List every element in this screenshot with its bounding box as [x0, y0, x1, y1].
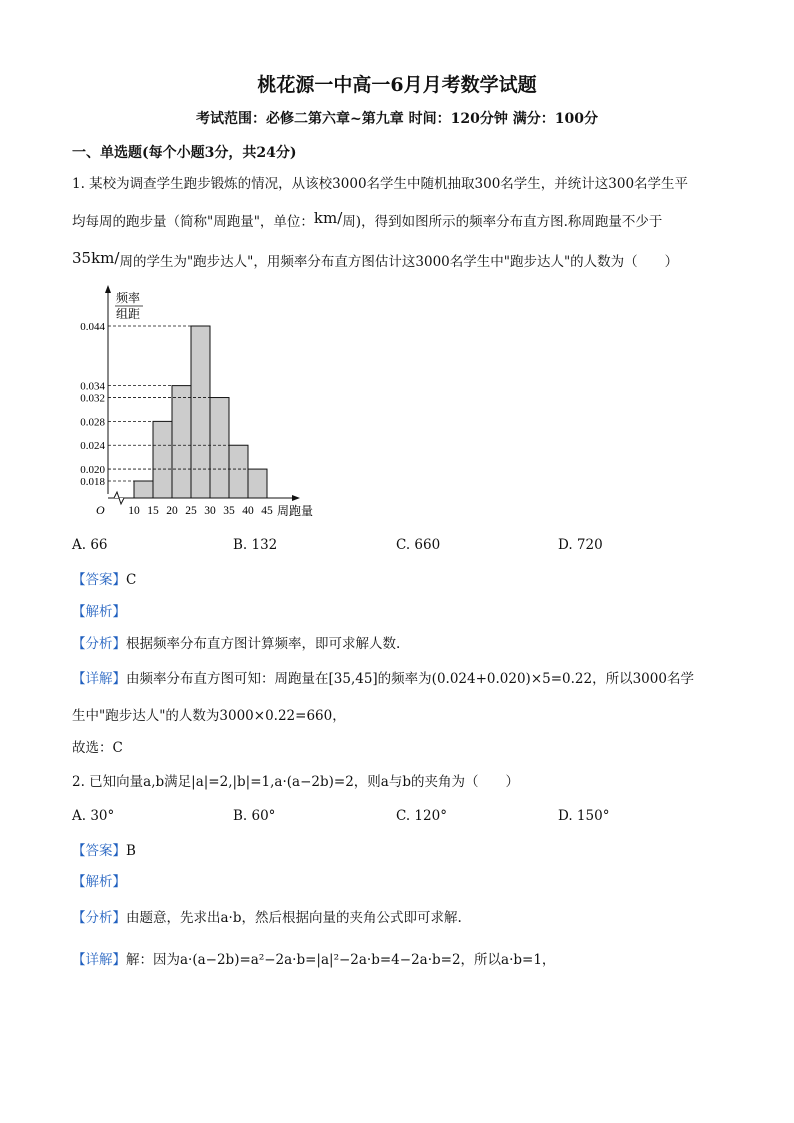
- q1-stem-line1: 1. 某校为调查学生跑步锻炼的情况，从该校3000名学生中随机抽取300名学生，并统计这300名学生平: [72, 176, 689, 192]
- q2-fenxi-tag: 【分析】: [72, 910, 126, 926]
- q2-answer-value: B: [126, 843, 136, 859]
- histogram-bar: [153, 421, 172, 498]
- x-axis-label: 周跑量: [277, 504, 314, 518]
- y-tick-labels: [80, 321, 105, 488]
- histogram-bar: [134, 481, 153, 498]
- q2-option-c[interactable]: C. 120°: [396, 808, 447, 824]
- q2-answer-tag: 【答案】: [72, 843, 126, 859]
- histogram-bars: [134, 326, 267, 498]
- q1-fenxi-tag: 【分析】: [72, 636, 126, 652]
- histogram-bar: [172, 386, 191, 498]
- q1-threshold: 35km/: [72, 249, 120, 267]
- q1-stem-line2-part2: 周)，得到如图所示的频率分布直方图.称周跑量不少于: [342, 214, 663, 230]
- q1-answer: [72, 568, 136, 588]
- q1-conclusion: 故选：C: [72, 740, 123, 756]
- q2-analysis-tag: [72, 870, 126, 890]
- y-tick-label: 0.024: [80, 440, 105, 453]
- q2-xiangjie: [72, 948, 555, 968]
- q2-option-a[interactable]: A. 30°: [72, 808, 115, 824]
- y-tick-label: 0.018: [80, 476, 105, 488]
- q2-analysis-label: 【解析】: [72, 874, 126, 890]
- q2-fenxi-text: 由题意，先求出a·b，然后根据向量的夹角公式即可求解.: [126, 910, 462, 926]
- x-tick-label: 10: [128, 505, 140, 517]
- y-tick-label: 0.032: [80, 392, 105, 405]
- y-tick-label: 0.044: [80, 321, 105, 333]
- q1-stem-line2: [72, 210, 662, 230]
- q1-option-d[interactable]: D. 720: [558, 537, 603, 553]
- q1-xiangjie: [72, 667, 694, 687]
- q2-fenxi: [72, 906, 462, 926]
- q2-xiangjie-text: 解：因为a·(a−2b)=a²−2a·b=|a|²−2a·b=4−2a·b=2，所以a·b=1，: [126, 952, 556, 968]
- histogram-bar: [229, 445, 248, 498]
- q1-stem-line2-part1: 均每周的跑步量（简称"周跑量"，单位：: [72, 214, 314, 230]
- axis-break: [110, 492, 133, 504]
- q1-xiangjie-text1: 由频率分布直方图可知：周跑量在[35,45]的频率为(0.024+0.020)×5=0.22，所以3000名学: [126, 671, 694, 687]
- y-label-bottom: 组距: [116, 307, 141, 321]
- x-axis-arrow: [292, 495, 300, 501]
- q1-xiangjie-line2: 生中"跑步达人"的人数为3000×0.22=660，: [72, 708, 346, 724]
- y-axis-arrow: [105, 285, 111, 293]
- q2-xiangjie-tag: 【详解】: [72, 952, 126, 968]
- x-tick-label: 45: [261, 505, 273, 517]
- q1-analysis-label: 【解析】: [72, 604, 126, 620]
- q1-unit: km/: [313, 209, 343, 227]
- y-tick-label: 0.028: [80, 416, 105, 429]
- histogram-bar: [210, 398, 229, 498]
- q1-option-b[interactable]: B. 132: [233, 537, 278, 553]
- histogram: [60, 282, 340, 527]
- exam-info: 考试范围：必修二第六章~第九章 时间：120分钟 满分：100分: [196, 111, 598, 127]
- q2-option-d[interactable]: D. 150°: [558, 808, 610, 824]
- section-heading: 一、单选题(每个小题3分，共24分): [72, 145, 297, 161]
- y-tick-label: 0.020: [80, 464, 105, 477]
- histogram-bar: [248, 469, 267, 498]
- histogram-bar: [191, 326, 210, 498]
- x-tick-labels: [128, 505, 273, 517]
- q2-stem: 2. 已知向量a,b满足|a|=2,|b|=1,a·(a−2b)=2，则a与b的夹角为（ ）: [72, 774, 519, 790]
- x-tick-label: 30: [204, 505, 216, 517]
- x-tick-label: 20: [166, 505, 178, 517]
- origin-label: O: [96, 503, 105, 517]
- q1-fenxi-text: 根据频率分布直方图计算频率，即可求解人数.: [126, 636, 401, 652]
- q1-xiangjie-tag: 【详解】: [72, 671, 126, 687]
- y-label-top: 频率: [116, 291, 141, 305]
- q1-answer-value: C: [126, 572, 137, 588]
- q1-stem-line3: [72, 250, 678, 270]
- q1-option-c[interactable]: C. 660: [396, 537, 441, 553]
- x-tick-label: 25: [185, 505, 197, 517]
- q2-option-b[interactable]: B. 60°: [233, 808, 276, 824]
- page-title: 桃花源一中高一6月月考数学试题: [257, 74, 537, 96]
- q1-answer-tag: 【答案】: [72, 572, 126, 588]
- q2-answer: [72, 839, 136, 859]
- x-tick-label: 40: [242, 505, 254, 517]
- q1-analysis-tag: [72, 600, 126, 620]
- y-tick-label: 0.034: [80, 380, 105, 393]
- q1-stem-line3-text: 周的学生为"跑步达人"，用频率分布直方图估计这3000名学生中"跑步达人"的人数为（ ）: [119, 254, 679, 270]
- q1-fenxi: [72, 632, 400, 652]
- x-tick-label: 15: [147, 505, 159, 517]
- x-tick-label: 35: [223, 505, 235, 517]
- q1-option-a[interactable]: A. 66: [72, 537, 108, 553]
